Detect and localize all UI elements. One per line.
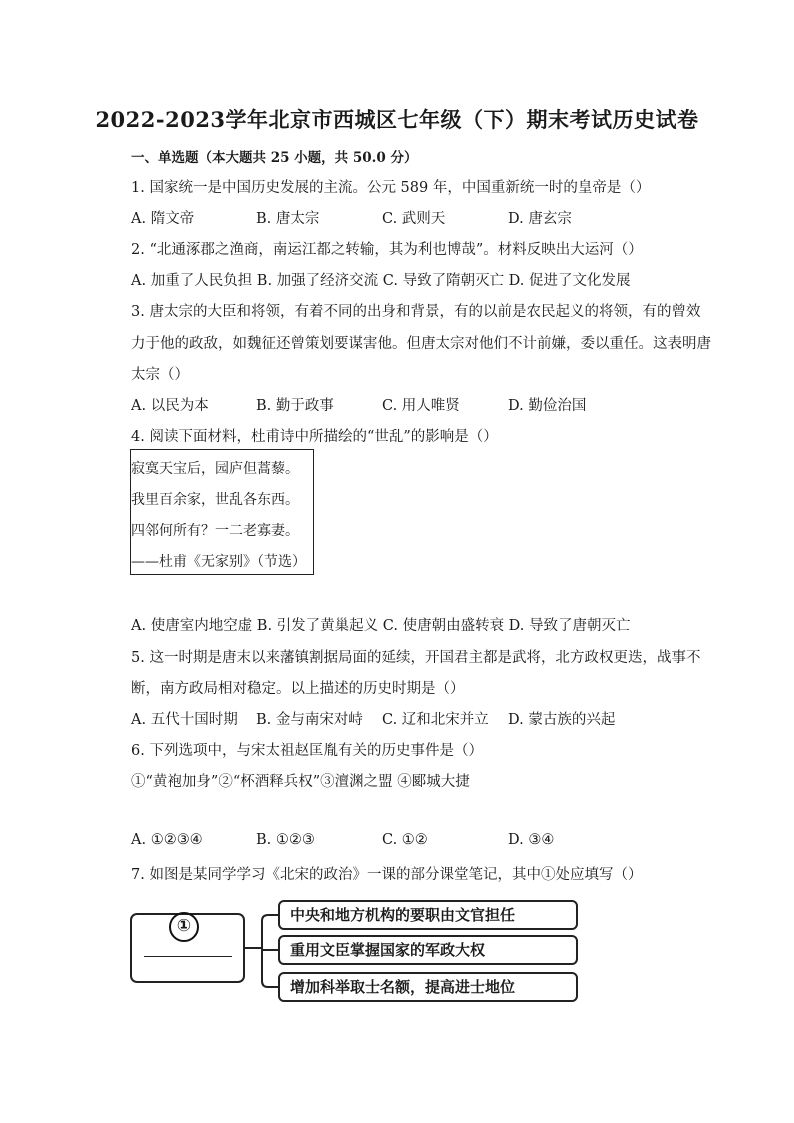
question-1-stem: 1. 国家统一是中国历史发展的主流。公元 589 年，中国重新统一时的皇帝是（） [131, 180, 651, 196]
question-7-stem: 7. 如图是某同学学习《北宋的政治》一课的部分课堂笔记，其中①处应填写（） [131, 867, 643, 883]
question-3-options [131, 394, 691, 416]
section-heading: 一、单选题（本大题共 25 小题，共 50.0 分） [131, 150, 418, 166]
option-a[interactable]: A. ①②③④ [131, 832, 203, 848]
question-6-stem: 6. 下列选项中，与宋太祖赵匡胤有关的历史事件是（） [131, 743, 483, 759]
poem-line-3: 四邻何所有？一二老寡妻。 [131, 523, 299, 539]
question-3-stem-line-1: 3. 唐太宗的大臣和将领，有着不同的出身和背景，有的以前是农民起义的将领，有的曾效 [131, 304, 701, 320]
question-1-options [131, 207, 691, 229]
question-2-options[interactable]: A. 加重了人民负担 B. 加强了经济交流 C. 导致了隋朝灭亡 D. 促进了文化发展 [131, 273, 631, 289]
question-4-options[interactable]: A. 使唐室内地空虚 B. 引发了黄巢起义 C. 使唐朝由盛转衰 D. 导致了唐朝灭亡 [131, 618, 631, 634]
poem-line-2: 我里百余家，世乱各东西。 [131, 492, 299, 508]
question-5-stem-line-1: 5. 这一时期是唐末以来藩镇割据局面的延续，开国君主都是武将，北方政权更迭，战事不 [131, 650, 701, 666]
option-c[interactable]: C. 用人唯贤 [382, 398, 460, 414]
notes-diagram [130, 896, 585, 1008]
option-c[interactable]: C. 武则天 [382, 211, 446, 227]
answer-blank-line [144, 956, 232, 957]
option-c[interactable]: C. ①② [382, 832, 428, 848]
option-d[interactable]: D. 蒙古族的兴起 [508, 712, 616, 728]
question-3-stem-line-3: 太宗（） [131, 367, 189, 383]
note-item-2: 重用文臣掌握国家的军政大权 [278, 935, 578, 965]
note-item-3: 增加科举取士名额，提高进士地位 [278, 972, 578, 1002]
option-b[interactable]: B. ①②③ [256, 832, 315, 848]
option-d[interactable]: D. 唐玄宗 [508, 211, 572, 227]
option-b[interactable]: B. 金与南宋对峙 [256, 712, 363, 728]
option-a[interactable]: A. 以民为本 [131, 398, 209, 414]
poem-excerpt-box [130, 449, 314, 575]
marker-circled-one: ① [169, 912, 199, 942]
option-d[interactable]: D. ③④ [508, 832, 555, 848]
option-a[interactable]: A. 五代十国时期 [131, 712, 238, 728]
option-d[interactable]: D. 勤俭治国 [508, 398, 587, 414]
question-6-items: ①“黄袍加身”②“杯酒释兵权”③澶渊之盟 ④郾城大捷 [131, 774, 470, 790]
question-2-stem: 2. “北通涿郡之渔商，南运江都之转输，其为利也博哉”。材料反映出大运河（） [131, 242, 643, 258]
question-6-options [131, 832, 691, 854]
poem-line-1: 寂寞天宝后，园庐但蒿藜。 [131, 461, 299, 477]
poem-source: ——杜甫《无家别》（节选） [131, 554, 306, 570]
option-a[interactable]: A. 隋文帝 [131, 211, 195, 227]
option-c[interactable]: C. 辽和北宋并立 [382, 712, 489, 728]
question-5-options [131, 708, 691, 730]
question-5-stem-line-2: 断，南方政局相对稳定。以上描述的历史时期是（） [131, 681, 465, 697]
note-item-1: 中央和地方机构的要职由文官担任 [278, 900, 578, 930]
question-4-stem: 4. 阅读下面材料，杜甫诗中所描绘的“世乱”的影响是（） [131, 429, 498, 445]
option-b[interactable]: B. 勤于政事 [256, 398, 334, 414]
question-3-stem-line-2: 力于他的政敌，如魏征还曾策划要谋害他。但唐太宗对他们不计前嫌，委以重任。这表明唐 [131, 336, 711, 352]
page-title: 2022-2023学年北京市西城区七年级（下）期末考试历史试卷 [95, 107, 699, 132]
option-b[interactable]: B. 唐太宗 [256, 211, 320, 227]
